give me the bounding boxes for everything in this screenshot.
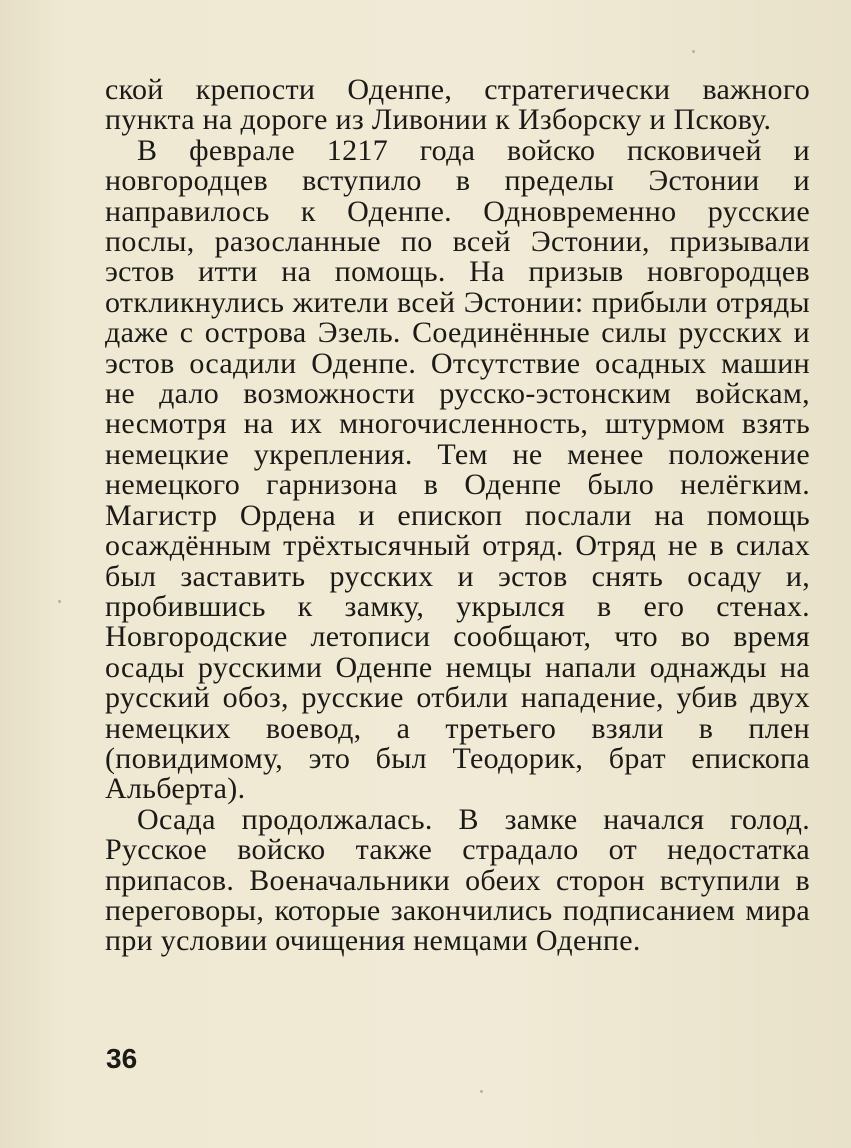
body-text (105, 75, 810, 957)
paper-fleck (480, 1090, 483, 1093)
paragraph-february-1217: В феврале 1217 года войско псковичей и новгородцев вступило в пределы Эстонии и направилось к Оденпе. Одновременно русские послы, разосланные по всей Эстонии, призывали эстов итти на помощь. На призыв новгородцев откликнулись жители всей Эстонии: прибыли отряды даже с острова Эзель. Соединённые силы русских и эстов осадили Оденпе. Отсутствие осадных машин не дало возможности русско-эстонским войскам, несмотря на их многочисленность, штурмом взять немецкие укрепления. Тем не менее положение немецкого гарнизона в Оденпе было нелёгким. Магистр Ордена и епископ послали на помощь осаждённым трёхтысячный отряд. Отряд не в силах был заставить русских и эстов снять осаду и, пробившись к замку, укрылся в его стенах. Новгородские летописи сообщают, что во время осады русскими Оденпе немцы напали однажды на русский обоз, русские отбили нападение, убив двух немецких воевод, а третьего взяли в плен (повидимому, это был Теодорик, брат епископа Альберта). (105, 133, 810, 806)
paragraph-siege-continued: Осада продолжалась. В замке начался голод. Русское войско также страдало от недостатка припасов. Военачальники обеих сторон вступили в переговоры, которые закончились подписанием мира при условии очищения немцами Оденпе. (105, 802, 810, 958)
paper-fleck (58, 600, 61, 603)
paragraph-continuation: ской крепости Оденпе, стратегически важного пункта на дороге из Ливонии к Изборску и Пскову. (105, 73, 810, 137)
page-number: 36 (106, 1043, 138, 1074)
paper-fleck (692, 50, 695, 53)
